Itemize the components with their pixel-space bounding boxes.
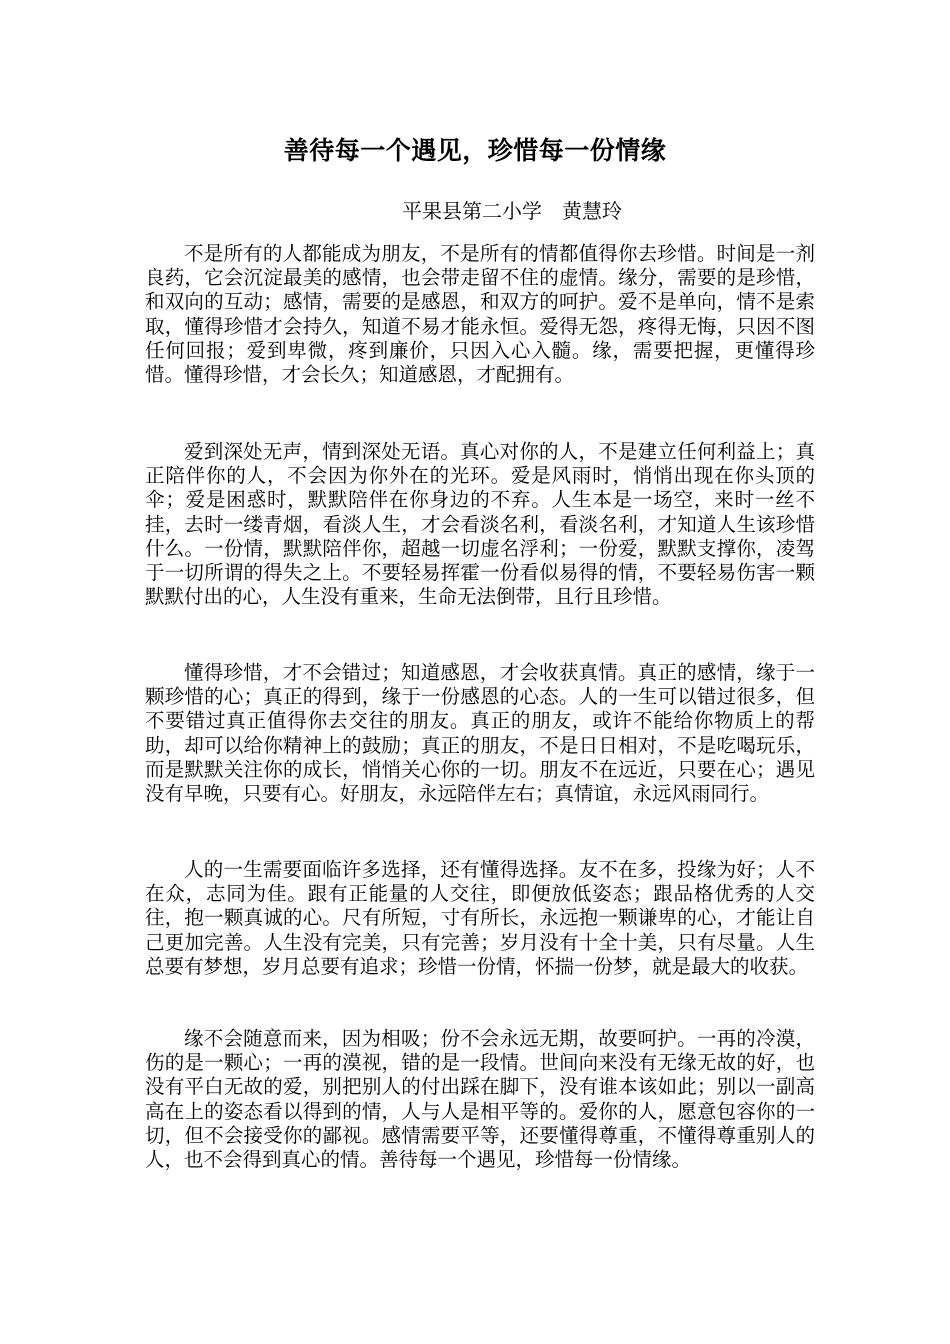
document-author: 平果县第二小学 黄慧玲 <box>402 199 622 223</box>
paragraph-4: 人的一生需要面临许多选择，还有懂得选择。友不在多，投缘为好；人不在众，志同为佳。跟有正能量的人交往，即便放低姿态；跟品格优秀的人交往，抱一颗真诚的心。尺有所短，寸有所长，永远抱一颗谦卑的心，才能让自己更加完善。人生没有完美，只有完善；岁月没有十全十美，只有尽量。人生总要有梦想，岁月总要有追求；珍惜一份情，怀揣一份梦，就是最大的收获。 <box>145 858 815 978</box>
paragraph-3: 懂得珍惜，才不会错过；知道感恩，才会收获真情。真正的感情，缘于一颗珍惜的心；真正的得到，缘于一份感恩的心态。人的一生可以错过很多，但不要错过真正值得你去交往的朋友。真正的朋友，或许不能给你物质上的帮助，却可以给你精神上的鼓励；真正的朋友，不是日日相对，不是吃喝玩乐，而是默默关注你的成长，悄悄关心你的一切。朋友不在远近，只要在心；遇见没有早晚，只要有心。好朋友，永远陪伴左右；真情谊，永远风雨同行。 <box>145 661 815 806</box>
paragraph-1: 不是所有的人都能成为朋友，不是所有的情都值得你去珍惜。时间是一剂良药，它会沉淀最美的感情，也会带走留不住的虚情。缘分，需要的是珍惜，和双向的互动；感情，需要的是感恩，和双方的呵护。爱不是单向，情不是索取，懂得珍惜才会持久，知道不易才能永恒。爱得无怨，疼得无悔，只因不图任何回报；爱到卑微，疼到廉价，只因入心入髓。缘，需要把握，更懂得珍惜。懂得珍惜，才会长久；知道感恩，才配拥有。 <box>145 242 815 387</box>
document-title: 善待每一个遇见，珍惜每一份情缘 <box>283 136 667 165</box>
paragraph-2: 爱到深处无声，情到深处无语。真心对你的人，不是建立任何利益上；真正陪伴你的人，不会因为你外在的光环。爱是风雨时，悄悄出现在你头顶的伞；爱是困惑时，默默陪伴在你身边的不弃。人生本是一场空，来时一丝不挂，去时一缕青烟，看淡人生，才会看淡名利，看淡名利，才知道人生该珍惜什么。一份情，默默陪伴你，超越一切虚名浮利；一份爱，默默支撑你，凌驾于一切所谓的得失之上。不要轻易挥霍一份看似易得的情，不要轻易伤害一颗默默付出的心，人生没有重来，生命无法倒带，且行且珍惜。 <box>145 440 815 609</box>
paragraph-5: 缘不会随意而来，因为相吸；份不会永远无期，故要呵护。一再的冷漠，伤的是一颗心；一再的漠视，错的是一段情。世间向来没有无缘无故的好，也没有平白无故的爱，别把别人的付出踩在脚下，没有谁本该如此；别以一副高高在上的姿态看以得到的情，人与人是相平等的。爱你的人，愿意包容你的一切，但不会接受你的鄙视。感情需要平等，还要懂得尊重，不懂得尊重别人的人，也不会得到真心的情。善待每一个遇见，珍惜每一份情缘。 <box>145 1027 815 1172</box>
